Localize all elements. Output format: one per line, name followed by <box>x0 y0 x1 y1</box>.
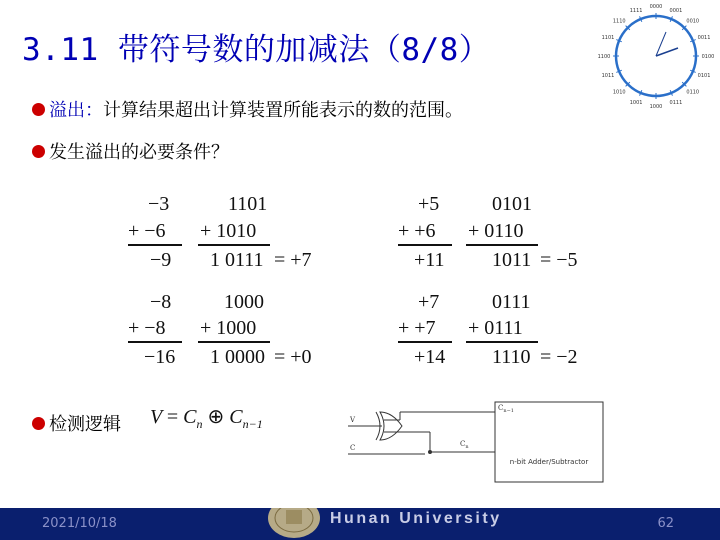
ex2-result: = −5 <box>540 249 578 271</box>
ex3-bb: + 1000 <box>200 317 257 339</box>
circuit-cn1-label: C <box>498 404 504 412</box>
ex3-bsum: 1 0000 <box>210 346 265 368</box>
ex1-b: + −6 <box>128 220 166 242</box>
circuit-v-label: V <box>350 416 356 424</box>
ex4-result: = −2 <box>540 346 578 368</box>
number-wheel-diagram <box>596 2 720 114</box>
ex1-bb: + 1010 <box>200 220 257 242</box>
overflow-label: 溢出： <box>49 100 103 121</box>
wheel-label: 0101 <box>697 73 711 80</box>
wheel-label: 0110 <box>686 89 700 96</box>
overflow-definition: 计算结果超出计算装置所能表示的数的范围。 <box>103 100 463 121</box>
wheel-label: 1101 <box>601 34 615 41</box>
ex2-sum: +11 <box>414 249 445 271</box>
condition-text: 发生溢出的必要条件？ <box>49 142 229 163</box>
ex4-bb: + 0111 <box>468 317 523 339</box>
footer-page-number: 62 <box>657 516 674 531</box>
svg-text:Cn: $C_n$ <box>460 440 469 450</box>
wheel-label: 0001 <box>669 7 683 14</box>
ex1-rule <box>128 244 182 246</box>
ex2-bb: + 0110 <box>468 220 524 242</box>
bullet-dot <box>32 417 45 430</box>
ex2-bsum: 1011 <box>492 249 532 271</box>
ex4-ba: 0111 <box>492 291 531 313</box>
ex3-rule <box>128 341 182 343</box>
wheel-label: 1000 <box>649 104 663 110</box>
ex3-ba: 1000 <box>224 291 264 313</box>
ex1-brule <box>198 244 270 246</box>
wheel-label: 0100 <box>701 54 715 60</box>
ex1-result: = +7 <box>274 249 312 271</box>
ex3-sum: −16 <box>144 346 176 368</box>
wheel-label: 1010 <box>612 89 626 96</box>
ex1-bsum: 1 0111 <box>210 249 264 271</box>
ex3-a: −8 <box>150 291 172 313</box>
overflow-circuit-diagram <box>340 398 620 498</box>
ex2-ba: 0101 <box>492 193 532 215</box>
footer-bar <box>0 508 720 540</box>
ex1-ba: 1101 <box>228 193 268 215</box>
svg-text:Cn−1: $C_{n-1}$ <box>498 404 514 414</box>
circuit-c-label: C <box>350 444 356 452</box>
ex4-b: + +7 <box>398 317 436 339</box>
wheel-label: 1111 <box>629 7 643 14</box>
wheel-label: 0010 <box>686 18 700 25</box>
slide-title: 3.11 带符号数的加减法（8/8） <box>22 32 491 68</box>
bullet-condition <box>32 138 229 164</box>
wheel-label: 1001 <box>629 100 643 107</box>
ex2-rule <box>398 244 452 246</box>
wheel-label: 0011 <box>697 34 711 41</box>
detect-text: 检测逻辑 <box>49 414 121 435</box>
ex4-bsum: 1110 <box>492 346 531 368</box>
ex4-a: +7 <box>418 291 440 313</box>
ex4-sum: +14 <box>414 346 446 368</box>
wheel-label: 1110 <box>612 18 626 25</box>
adder-box-label: n-bit Adder/Subtractor <box>509 458 589 466</box>
circuit-cn-label: C <box>460 440 466 448</box>
footer-date: 2021/10/18 <box>42 516 117 531</box>
ex4-brule <box>466 341 538 343</box>
wheel-label: 0000 <box>649 4 663 10</box>
wheel-label: 0111 <box>669 100 683 107</box>
wheel-label: 1011 <box>601 73 615 80</box>
footer-university: Hunan University <box>330 510 502 527</box>
bullet-overflow <box>32 96 463 122</box>
ex2-a: +5 <box>418 193 440 215</box>
ex3-brule <box>198 341 270 343</box>
ex3-b: + −8 <box>128 317 166 339</box>
ex3-result: = +0 <box>274 346 312 368</box>
bullet-dot <box>32 145 45 158</box>
bullet-detect <box>32 410 121 436</box>
ex4-rule <box>398 341 452 343</box>
wheel-label: 1100 <box>597 54 611 60</box>
bullet-dot <box>32 103 45 116</box>
overflow-formula: $V = C_n$ ⊕ $C_{n-1}$ <box>150 406 263 431</box>
ex1-a: −3 <box>148 193 170 215</box>
ex2-brule <box>466 244 538 246</box>
ex1-sum: −9 <box>150 249 172 271</box>
university-seal-icon <box>266 508 322 538</box>
ex2-b: + +6 <box>398 220 436 242</box>
